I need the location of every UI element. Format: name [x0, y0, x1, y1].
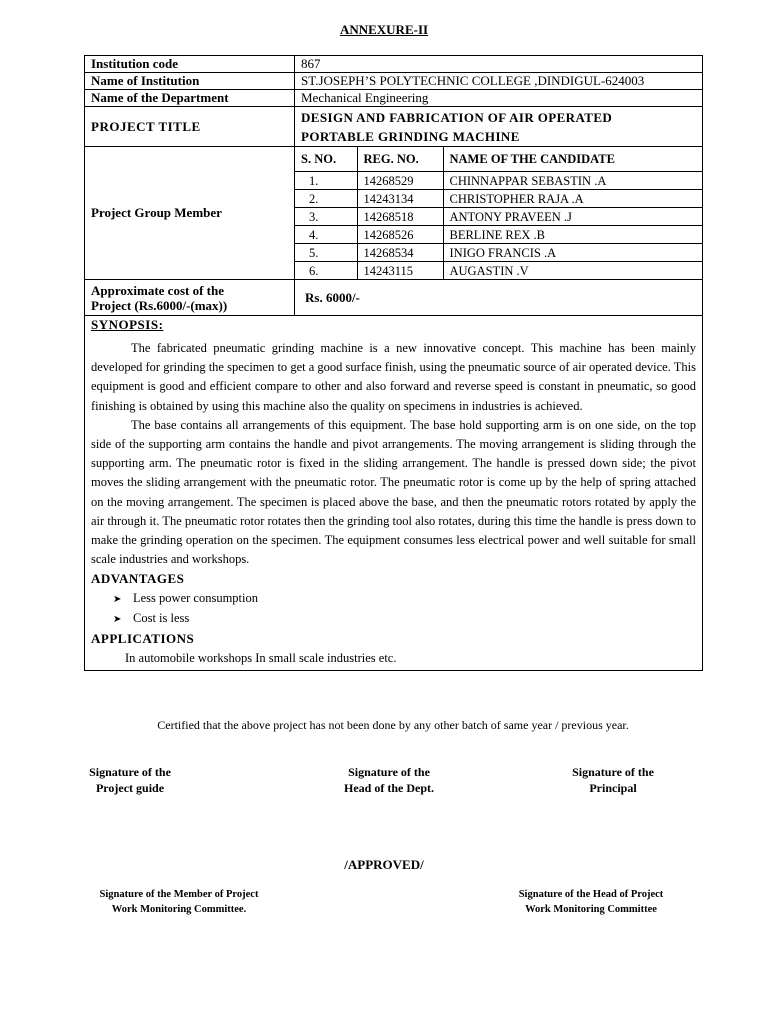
signature-project-guide: [60, 764, 200, 796]
synopsis-paragraph-2: The base contains all arrangements of this equipment. The base hold supporting arm is on one side, on the top side of the supporting arm contains the handle and pivot arrangements. The moving arrangement is sliding through the supporting arm. The pneumatic rotor is fixed in the sliding arrangement. The handle is pressed down side; the pivot moves the sliding arrangement with the pneumatic rotor. The pneumatic rotor is come up by the help of spring attached on the moving arrangement. The specimen is placed above the base, and then the pneumatic rotors rotated by apply the air through it. The pneumatic rotor rotates then the grinding tool also rotates, during this time the handle is press down to make the grinding operation on the specimen. The equipment consumes less electrical power and well suitable for small scale industries and workshops.: [91, 417, 696, 567]
candidate-reg: 14243134: [357, 190, 443, 208]
candidate-name: CHRISTOPHER RAJA .A: [443, 190, 702, 208]
candidate-name: CHINNAPPAR SEBASTIN .A: [443, 172, 702, 190]
institution-name-label: Name of Institution: [85, 73, 295, 90]
department-label: Name of the Department: [85, 90, 295, 107]
list-item: [113, 609, 696, 629]
candidate-row: [295, 226, 702, 244]
advantage-text: Cost is less: [133, 611, 190, 626]
candidate-row: [295, 208, 702, 226]
candidate-table: [295, 147, 702, 279]
candidate-row: [295, 262, 702, 280]
sno-header: S. NO.: [295, 147, 357, 172]
project-details-table: [84, 55, 703, 671]
candidate-sno: 2.: [295, 190, 357, 208]
synopsis-section: [85, 316, 703, 671]
candidate-name: BERLINE REX .B: [443, 226, 702, 244]
candidate-name: ANTONY PRAVEEN .J: [443, 208, 702, 226]
applications-title: APPLICATIONS: [91, 631, 195, 647]
project-title-line-2: PORTABLE GRINDING MACHINE: [301, 128, 520, 144]
candidate-sno: 5.: [295, 244, 357, 262]
signature-head-of-dept: [319, 764, 459, 796]
group-member-label: Project Group Member: [85, 147, 295, 280]
arrow-bullet-icon: ➤: [113, 614, 122, 626]
candidate-name: INIGO FRANCIS .A: [443, 244, 702, 262]
committee-head-line-1: Signature of the Head of Project: [518, 889, 664, 900]
candidate-row: [295, 172, 702, 190]
signature-guide-line-2: Project guide: [95, 781, 165, 795]
department-value: Mechanical Engineering: [295, 90, 703, 107]
candidate-name: AUGASTIN .V: [443, 262, 702, 280]
candidate-reg: 14268526: [357, 226, 443, 244]
institution-code-value: 867: [295, 56, 703, 73]
annexure-heading: ANNEXURE-II: [339, 22, 429, 37]
committee-member-line-1: Signature of the Member of Project: [99, 889, 259, 900]
institution-name-value: ST.JOSEPH’S POLYTECHNIC COLLEGE ,DINDIGUL-624003: [295, 73, 703, 90]
committee-head-line-2: Work Monitoring Committee: [525, 904, 657, 915]
cost-label-line-1: Approximate cost of the: [91, 282, 224, 298]
candidate-sno: 6.: [295, 262, 357, 280]
reg-header: REG. NO.: [357, 147, 443, 172]
signature-principal-line-2: Principal: [589, 781, 637, 795]
cost-label-line-2: Project (Rs.6000/-(max)): [91, 297, 228, 313]
cost-label: [85, 280, 295, 316]
applications-text: In automobile workshops In small scale industries etc.: [125, 651, 397, 666]
synopsis-title: SYNOPSIS:: [91, 317, 164, 332]
candidate-reg: 14268534: [357, 244, 443, 262]
certification-statement: Certified that the above project has not been done by any other batch of same year / previous year.: [157, 718, 629, 732]
list-item: [113, 589, 696, 609]
candidate-reg: 14268529: [357, 172, 443, 190]
signature-committee-member: [64, 887, 294, 917]
signature-hod-line-2: Head of the Dept.: [344, 781, 434, 795]
candidate-table-cell: [295, 147, 703, 280]
name-header: NAME OF THE CANDIDATE: [443, 147, 702, 172]
candidate-header-row: [295, 147, 702, 172]
advantages-title: ADVANTAGES: [91, 571, 185, 587]
advantages-list: [91, 589, 696, 629]
committee-member-line-2: Work Monitoring Committee.: [111, 904, 247, 915]
candidate-row: [295, 244, 702, 262]
project-title-line-1: DESIGN AND FABRICATION OF AIR OPERATED: [301, 109, 613, 125]
project-title-value: [295, 107, 703, 147]
cost-value: Rs. 6000/-: [295, 280, 703, 316]
candidate-reg: 14243115: [357, 262, 443, 280]
arrow-bullet-icon: ➤: [113, 594, 122, 606]
candidate-sno: 4.: [295, 226, 357, 244]
candidate-sno: 3.: [295, 208, 357, 226]
signature-guide-line-1: Signature of the: [89, 765, 171, 779]
candidate-row: [295, 190, 702, 208]
signature-principal-line-1: Signature of the: [572, 765, 654, 779]
advantage-text: Less power consumption: [133, 591, 258, 606]
signature-principal: [543, 764, 683, 796]
synopsis-paragraph-1: The fabricated pneumatic grinding machine is a new innovative concept. This machine has been mainly developed for grinding the specimen to get a good surface finish, using the pneumatic source of air operated device. This equipment is good and efficient compare to other and also forward and reverse speed is constant in pneumatic, so good finishing is obtained by using this machine also the quality on specimens in industries is achieved.: [91, 341, 696, 413]
signature-committee-head: [476, 887, 706, 917]
approved-label: /APPROVED/: [344, 857, 424, 872]
signature-hod-line-1: Signature of the: [348, 765, 430, 779]
candidate-reg: 14268518: [357, 208, 443, 226]
candidate-sno: 1.: [295, 172, 357, 190]
institution-code-label: Institution code: [85, 56, 295, 73]
project-title-label: PROJECT TITLE: [85, 107, 295, 147]
